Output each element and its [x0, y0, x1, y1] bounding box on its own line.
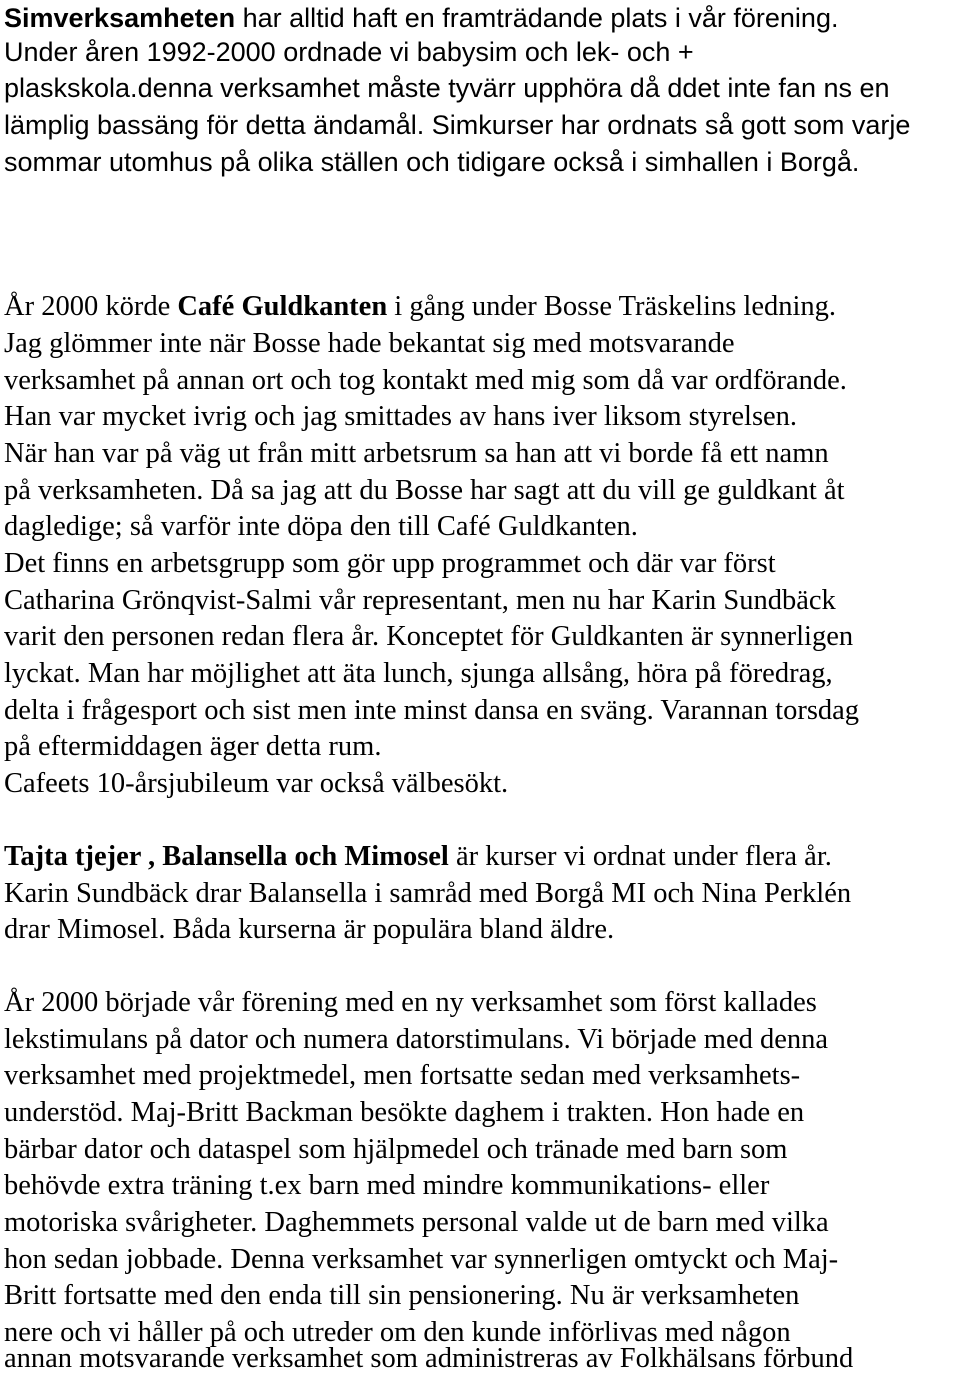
bold-heading-simverksamheten: Simverksamheten [4, 3, 236, 33]
text-line: Jag glömmer inte när Bosse hade bekantat sig med motsvarande [4, 328, 735, 359]
text-line: lämplig bassäng för detta ändamål. Simkurser har ordnats så gott som varje [4, 110, 911, 140]
bold-heading-courses: Tajta tjejer , Balansella och Mimosel [4, 841, 449, 872]
text-line: lyckat. Man har möjlighet att äta lunch, sjunga allsång, höra på föredrag, [4, 658, 833, 689]
text-line: År 2000 började vår förening med en ny verksamhet som först kallades [4, 987, 817, 1018]
text-line: på verksamheten. Då sa jag att du Bosse har sagt att du vill ge guldkant åt [4, 475, 845, 506]
text-line [4, 289, 836, 325]
text-line: Han var mycket ivrig och jag smittades av hans iver liksom styrelsen. [4, 401, 798, 432]
bold-heading-cafe-guldkanten: Café Guldkanten [177, 291, 388, 322]
text-line: motoriska svårigheter. Daghemmets personal valde ut de barn med vilka [4, 1207, 829, 1238]
text-line: verksamhet på annan ort och tog kontakt med mig som då var ordförande. [4, 365, 847, 396]
text-line: delta i frågesport och sist men inte minst dansa en sväng. Varannan torsdag [4, 695, 860, 726]
text-line: När han var på väg ut från mitt arbetsrum sa han att vi borde få ett namn [4, 438, 829, 469]
text-line: drar Mimosel. Båda kurserna är populära bland äldre. [4, 914, 615, 945]
text-line: understöd. Maj-Britt Backman besökte daghem i trakten. Hon hade en [4, 1097, 805, 1128]
text-line: verksamhet med projektmedel, men fortsatte sedan med verksamhets- [4, 1060, 801, 1091]
text-line: på eftermiddagen äger detta rum. [4, 731, 382, 762]
text-line: lekstimulans på dator och numera datorstimulans. Vi började med denna [4, 1024, 829, 1055]
text-line: varit den personen redan flera år. Konceptet för Guldkanten är synnerligen [4, 621, 854, 652]
text-line: annan motsvarande verksamhet som administreras av Folkhälsans förbund [4, 1343, 854, 1374]
text-line: Cafeets 10-årsjubileum var också välbesökt. [4, 768, 509, 799]
text-line: bärbar dator och dataspel som hjälpmedel och tränade med barn som [4, 1134, 788, 1165]
text-line: sommar utomhus på olika ställen och tidigare också i simhallen i Borgå. [4, 147, 860, 177]
text-line: plaskskola.denna verksamhet måste tyvärr upphöra då ddet inte fan ns en [4, 73, 890, 103]
text-line: behövde extra träning t.ex barn med mindre kommunikations- eller [4, 1170, 770, 1201]
text-span: har alltid haft en framträdande plats i vår förening. [235, 3, 839, 33]
text-line: Under åren 1992-2000 ordnade vi babysim och lek- och + [4, 37, 694, 67]
text-line: dagledige; så varför inte döpa den till Café Guldkanten. [4, 511, 638, 542]
text-line [4, 0, 838, 36]
text-span: i gång under Bosse Träskelins ledning. [387, 291, 837, 322]
text-line: Catharina Grönqvist-Salmi vår representant, men nu har Karin Sundbäck [4, 585, 836, 616]
text-line: Britt fortsatte med den enda till sin pensionering. Nu är verksamheten [4, 1280, 800, 1311]
text-line [4, 839, 832, 875]
text-line: Karin Sundbäck drar Balansella i samråd med Borgå MI och Nina Perklén [4, 878, 852, 909]
text-span: är kurser vi ordnat under flera år. [448, 841, 832, 872]
text-line: Det finns en arbetsgrupp som gör upp programmet och där var först [4, 548, 776, 579]
text-line: nere och vi håller på och utreder om den kunde införlivas med någon [4, 1317, 791, 1348]
text-span: År 2000 körde [4, 291, 178, 322]
text-line: hon sedan jobbade. Denna verksamhet var synnerligen omtyckt och Maj- [4, 1244, 839, 1275]
